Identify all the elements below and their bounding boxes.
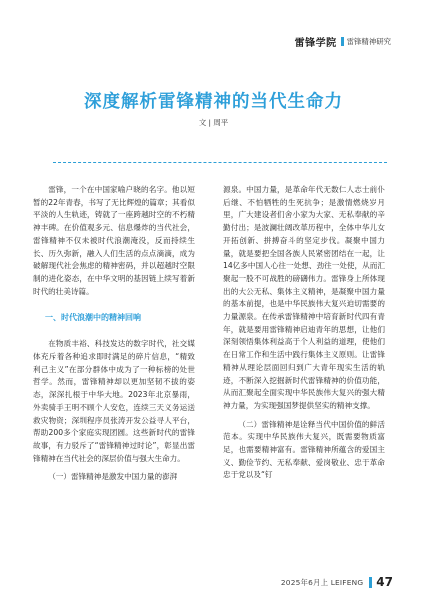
running-header	[295, 34, 391, 49]
subsection-paragraph-2: （二）雷锋精神是诠释当代中国价值的鲜活范本。实现中华民族伟大复兴，既需要物质富足，也需要精神富有。雷锋精神所蕴含的爱国主义、勤俭节约、无私奉献、爱岗敬业、忠于革命忠于党以及“钉	[223, 419, 385, 480]
article-title: 深度解析雷锋精神的当代生命力	[84, 92, 343, 112]
intro-paragraph: 雷锋，一个在中国家喻户晓的名字。他以短暂的22年青春，书写了无比辉煌的篇章；其看似平淡的人生轨迹，铸就了一座跨越时空的不朽精神丰碑。在价值观多元、信息爆炸的当代社会，雷锋精神不仅未被时代浪潮淹没，反而持续生长、历久弥新，融入人们生活的点点滴滴，成为破解现代社会焦虑的精神密码，并以超越时空限制的进化姿态，在中华文明的基因链上续写着新时代的壮美诗篇。	[33, 185, 195, 296]
issue-label: 2025年6月上 LEIFENG	[280, 577, 364, 587]
right-column	[223, 184, 385, 574]
page-footer	[281, 575, 393, 589]
brand-name: 雷锋学院	[294, 38, 337, 49]
footer-accent-bar	[369, 577, 372, 588]
section-heading: 一、时代浪潮中的精神回响	[45, 313, 141, 323]
subsection-paragraph: （一）雷锋精神是激发中国力量的澎湃	[48, 472, 178, 482]
header-accent-bar	[341, 37, 344, 46]
continued-paragraph: 源泉。中国力量，是革命年代无数仁人志士前仆后继、不怕牺牲的生死抗争；是激情燃烧岁月里，广大建设者们舍小家为大家、无私奉献的辛勤付出；是波澜壮阔改革历程中，全体中华儿女开拓创新、拼搏奋斗的坚定步伐。凝聚中国力量，就是要把全国各族人民紧密团结在一起，让14亿多中国人心往一处想、劲往一处使，从而汇聚起一股不可战胜的磅礴伟力。雷锋身上所体现出的大公无私、集体主义精神，是凝聚中国力量的基本前提，也是中华民族伟大复兴迫切需要的力量源泉。在传承雷锋精神中培育新时代四有青年，就是要用雷锋精神启迪青年的思想，让他们深刻领悟集体利益高于个人利益的道理，使他们在日常工作和生活中践行集体主义原则。让雷锋精神从理论层面回归到广大青年现实生活的轨迹，不断深入挖掘新时代雷锋精神的价值功能，从而汇聚起全面实现中华民族伟大复兴的强大精神力量，为实现强国梦提供坚实的精神支撑。	[223, 185, 385, 410]
body-paragraph: 在物质丰裕、科技发达的数字时代，社交媒体充斥着各种追求即时满足的碎片信息，“精致利己主义”在部分群体中成为了一种标榜的处世哲学。然而，雷锋精神却以更加坚韧不拔的姿态，深深扎根于中华大地。2023年北京暴雨，外卖骑手王明不顾个人安危，连续三天义务运送救灾物资；深圳程序员张涛开发公益寻人平台，帮助200多个家庭实现团圆。这些新时代的雷锋故事，有力驳斥了“雷锋精神过时论”，彰显出雷锋精神在当代社会的深层价值与强大生命力。	[33, 339, 195, 463]
title-divider	[53, 162, 387, 163]
section-name: 雷锋精神研究	[346, 37, 391, 46]
page-number: 47	[376, 575, 393, 589]
left-column	[33, 184, 195, 574]
article-author: 文 | 周平	[198, 118, 229, 127]
